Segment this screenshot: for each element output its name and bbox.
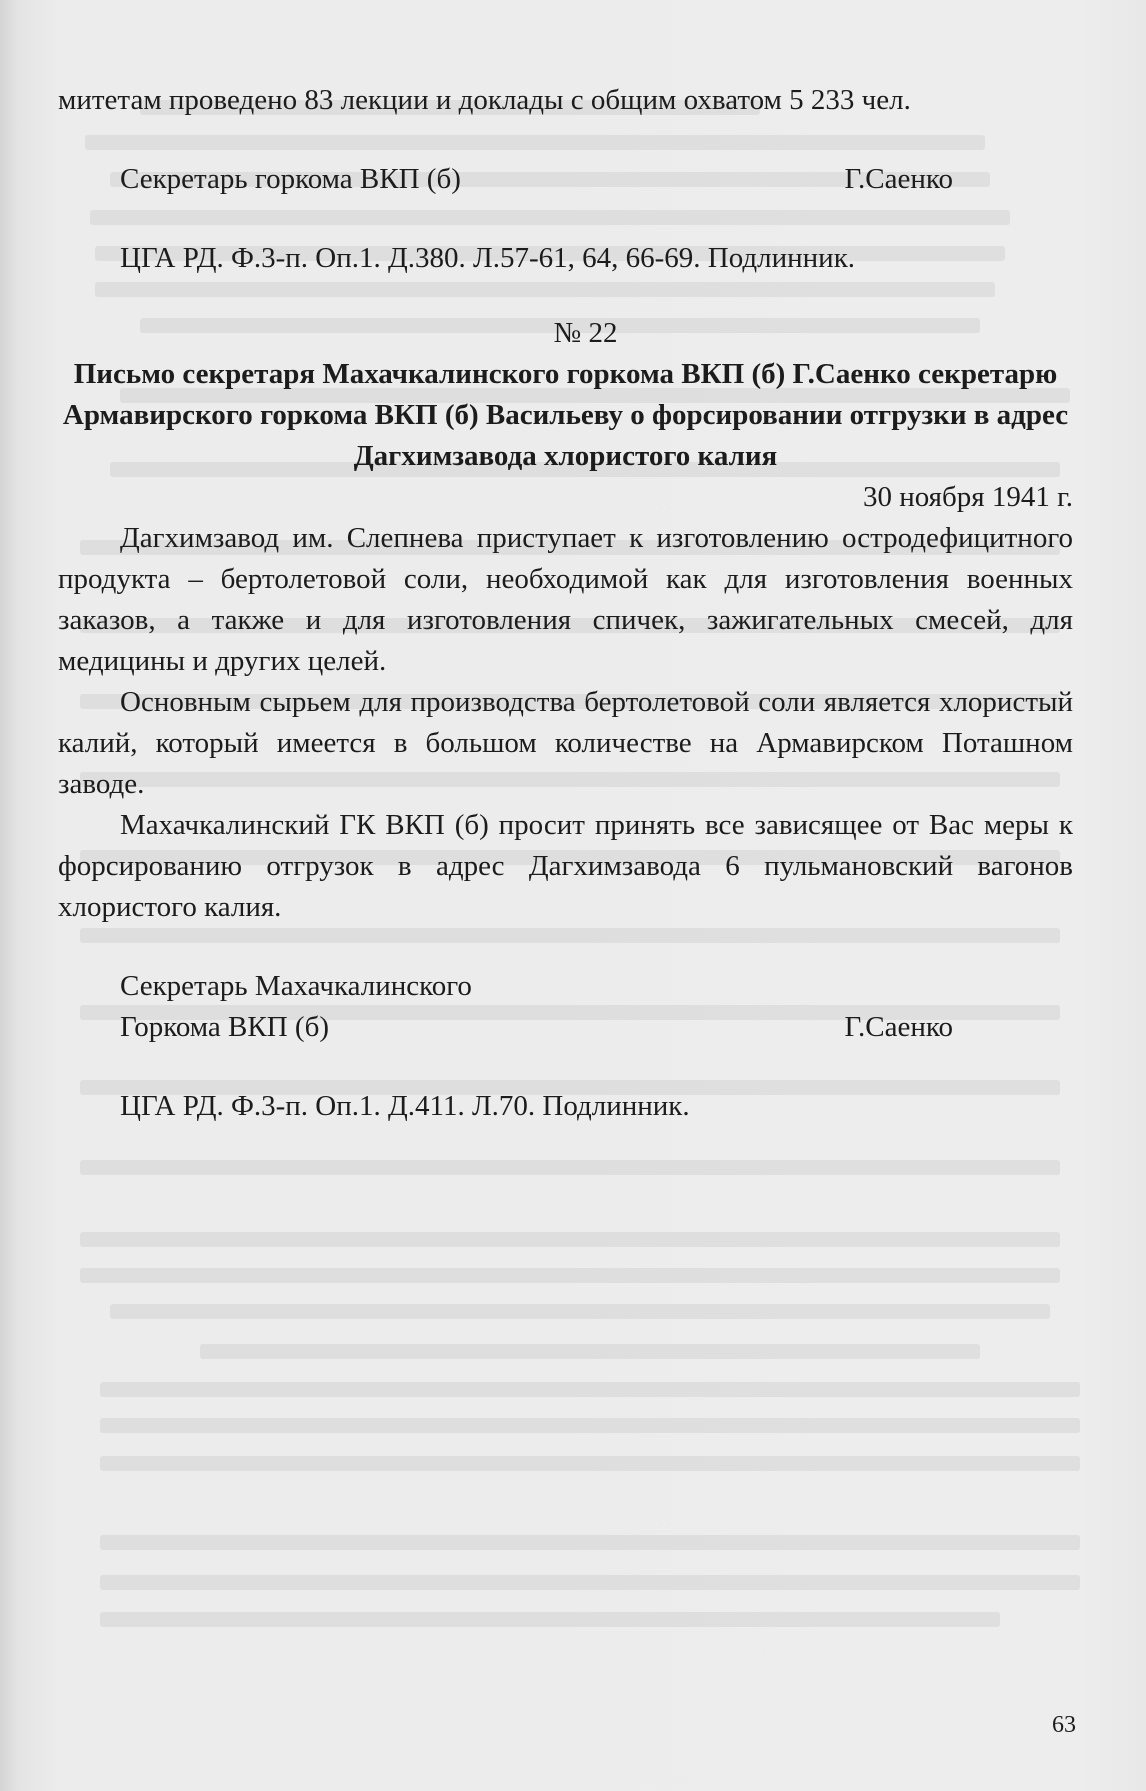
document-number: № 22 xyxy=(553,317,618,349)
signature-name: Г.Саенко xyxy=(844,163,953,195)
archive-reference: ЦГА РД. Ф.3-п. Оп.1. Д.380. Л.57-61, 64, 66-69. Подлинник. xyxy=(120,242,856,274)
intro-paragraph: митетам проведено 83 лекции и доклады с общим охватом 5 233 чел. xyxy=(58,84,911,116)
document-text xyxy=(58,80,1073,1127)
document-date: 30 ноября 1941 г. xyxy=(862,481,1073,513)
signature-name: Г.Саенко xyxy=(844,1011,953,1043)
signature-position: Горкома ВКП (б) xyxy=(120,1011,330,1043)
body-paragraph: Дагхимзавод им. Слепнева приступает к изготовлению остродефицитного продукта – бертолетовой соли, необходимой как для изготовления военных заказов, а также и для изготовления спичек, зажигательных смесей, для медицины и других целей. xyxy=(58,522,1073,677)
body-paragraph: Махачкалинский ГК ВКП (б) просит принять все зависящее от Вас меры к форсированию отгрузок в адрес Дагхимзавода 6 пульмановский вагонов хлористого калия. xyxy=(58,809,1073,923)
first-signature xyxy=(58,159,1073,200)
document-title: Письмо секретаря Махачкалинского горкома ВКП (б) Г.Саенко секретарю Армавирского горкома ВКП (б) Васильеву о форсировании отгрузки в адрес Дагхимзавода хлористого калия xyxy=(62,358,1069,472)
second-signature-line2 xyxy=(58,1007,1073,1048)
archive-reference: ЦГА РД. Ф.3-п. Оп.1. Д.411. Л.70. Подлинник. xyxy=(120,1090,690,1122)
page-number: 63 xyxy=(1052,1712,1076,1738)
body-paragraph: Основным сырьем для производства бертолетовой соли является хлористый калий, который имеется в большом количестве на Армавирском Поташном заводе. xyxy=(58,686,1073,800)
signature-position: Секретарь горкома ВКП (б) xyxy=(120,163,461,195)
signature-position: Секретарь Махачкалинского xyxy=(120,970,472,1002)
second-signature-line1 xyxy=(58,966,1073,1007)
